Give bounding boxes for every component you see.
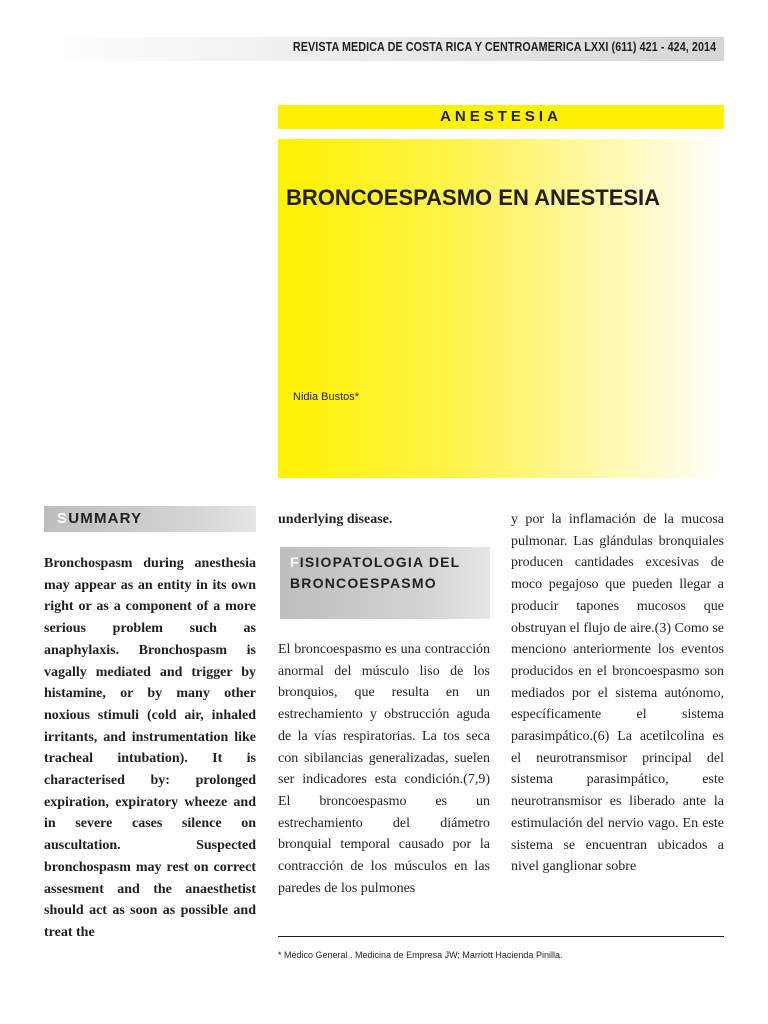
fisiopatologia-heading-rest: ISIOPATOLOGIA DEL BRONCOESPASMO — [290, 554, 461, 591]
summary-heading — [57, 510, 142, 527]
section-label-bar — [278, 105, 724, 129]
article-title: BRONCOESPASMO EN ANESTESIA — [286, 185, 661, 210]
journal-citation: REVISTA MEDICA DE COSTA RICA Y CENTROAMERICA LXXI (611) 421 - 424, 2014 — [292, 40, 716, 54]
fisiopatologia-heading-box — [280, 547, 490, 619]
section-label: ANESTESIA — [440, 108, 562, 125]
fisiopatologia-body-column-3: y por la inflamación de la mucosa pulmonar. Las glándulas bronquiales producen cantidades excesivas de moco pegajoso que pueden llegar a producir tapones mucosos que obstruyan el flujo de aire.(3) Como se menciono anteriormente los eventos producidos en el broncoespasmo son mediados por el sistema autónomo, específicamente el sistema parasimpático.(6) La acetilcolina es el neurotransmisor principal del sistema parasimpático, este neurotransmisor es liberado ante la estimulación del nervio vago. En este sistema se encuentran ubicados a nivel ganglionar sobre — [511, 512, 724, 875]
author-affiliation-footnote: * Médico General . Medicina de Empresa JW; Marriott Hacienda Pinilla. — [278, 950, 563, 960]
journal-header-bar — [42, 37, 724, 61]
summary-body: Bronchospasm during anesthesia may appear as an entity in its own right or as a component of a more serious problem such as anaphylaxis. Bronchospasm is vagally mediated and trigger by histamine, or by many other noxious stimuli (cold air, inhaled irritants, and instrumentation like tracheal intubation). It is characterised by: prolonged expiration, expiratory wheeze and in severe cases silence on auscultation. Suspected bronchospasm may rest on correct assesment and the anaesthetist should act as soon as possible and treat the — [44, 556, 256, 940]
article-author: Nidia Bustos* — [293, 391, 360, 403]
summary-heading-initial: S — [57, 510, 69, 527]
summary-heading-box — [44, 506, 256, 532]
fisiopatologia-heading-initial: F — [290, 554, 300, 570]
title-panel — [278, 139, 724, 478]
summary-continuation: underlying disease. — [278, 512, 393, 527]
footnote-divider — [278, 936, 724, 937]
summary-heading-rest: UMMARY — [68, 510, 143, 527]
fisiopatologia-heading — [290, 552, 490, 594]
fisiopatologia-body-column-2: El broncoespasmo es una contracción anormal del músculo liso de los bronquios, que resulta en un estrechamiento y obstrucción aguda de la vías respiratorias. La tos seca con sibilancias generalizadas, suelen ser indicadores esta condición.(7,9) El broncoespasmo es un estrechamiento del diámetro bronquial temporal causado por la contracción de los músculos en las paredes de los pulmones — [278, 642, 490, 896]
